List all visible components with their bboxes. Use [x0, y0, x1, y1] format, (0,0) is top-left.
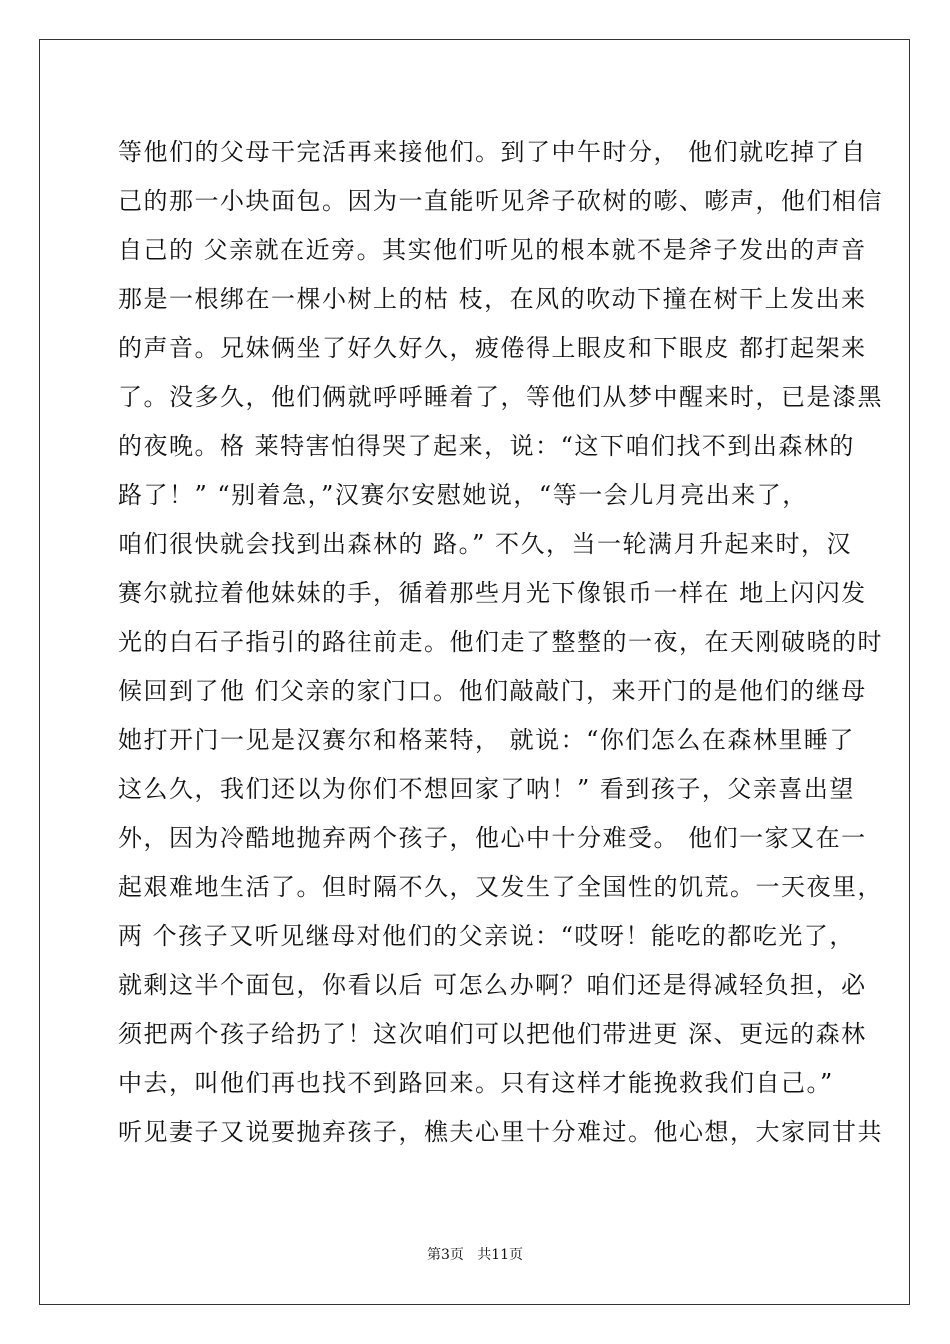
text-line: 候回到了他 们父亲的家门口。他们敲敲门，来开门的是他们的继母	[118, 677, 867, 705]
body-text	[118, 128, 883, 1157]
text-line: 咱们很快就会找到出森林的 路。” 不久，当一轮满月升起来时，汉	[118, 530, 853, 558]
text-line: 光的白石子指引的路往前走。他们走了整整的一夜，在天刚破晓的时	[118, 628, 883, 656]
text-line: 的夜晚。格 莱特害怕得哭了起来，说：“这下咱们找不到出森林的	[118, 432, 855, 460]
text-line: 己的那一小块面包。因为一直能听见斧子砍树的嘭、嘭声，他们相信	[118, 187, 883, 215]
text-line: 须把两个孩子给扔了！这次咱们可以把他们带进更 深、更远的森林	[118, 1020, 867, 1048]
text-line: 就剩这半个面包，你看以后 可怎么办啊？咱们还是得减轻负担，必	[118, 971, 867, 999]
text-line: 那是一根绑在一棵小树上的枯 枝，在风的吹动下撞在树干上发出来	[118, 285, 867, 313]
text-line: 外，因为冷酷地抛弃两个孩子，他心中十分难受。 他们一家又在一	[118, 824, 867, 852]
text-line: 这么久，我们还以为你们不想回家了呐！” 看到孩子，父亲喜出望	[118, 775, 855, 803]
text-line: 她打开门一见是汉赛尔和格莱特， 就说：“你们怎么在森林里睡了	[118, 726, 855, 754]
page-number-footer: 第3页 共11页	[426, 1247, 524, 1263]
text-line: 听见妻子又说要抛弃孩子，樵夫心里十分难过。他心想，大家同甘共	[118, 1118, 883, 1146]
text-line: 中去，叫他们再也找不到路回来。只有这样才能挽救我们自己。”	[118, 1069, 834, 1097]
text-line: 路了！” “别着急，”汉赛尔安慰她说，“等一会儿月亮出来了，	[118, 481, 808, 509]
text-line: 等他们的父母干完活再来接他们。到了中午时分， 他们就吃掉了自	[118, 138, 867, 166]
text-line: 了。没多久，他们俩就呼呼睡着了，等他们从梦中醒来时，已是漆黑	[118, 383, 883, 411]
text-line: 赛尔就拉着他妹妹的手，循着那些月光下像银币一样在 地上闪闪发	[118, 579, 867, 607]
text-line: 自己的 父亲就在近旁。其实他们听见的根本就不是斧子发出的声音	[118, 236, 867, 264]
text-line: 起艰难地生活了。但时隔不久，又发生了全国性的饥荒。一天夜里，	[118, 873, 883, 901]
text-line: 两 个孩子又听见继母对他们的父亲说：“哎呀！能吃的都吃光了，	[118, 922, 855, 950]
text-line: 的声音。兄妹俩坐了好久好久，疲倦得上眼皮和下眼皮 都打起架来	[118, 334, 867, 362]
